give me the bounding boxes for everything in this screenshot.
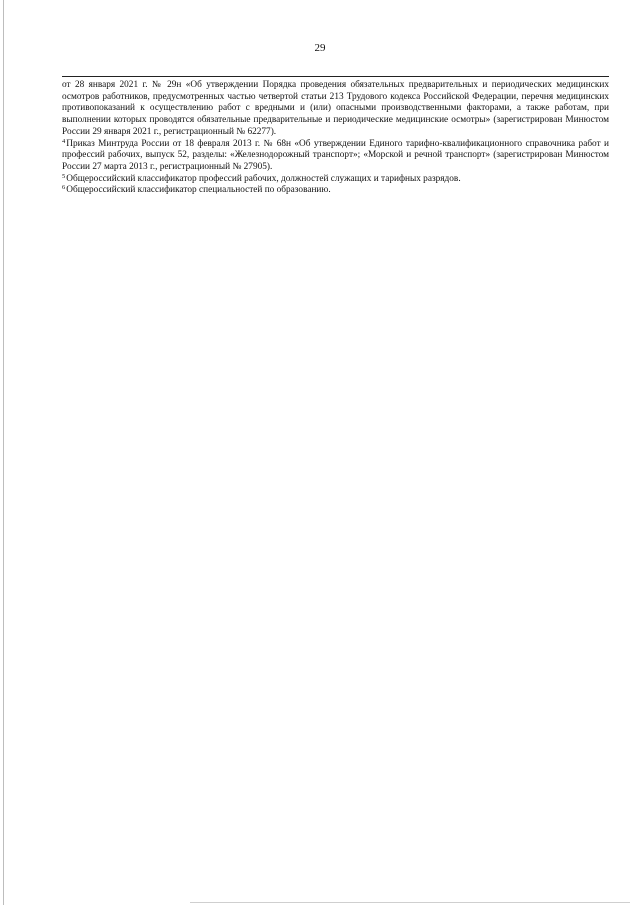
- footnote-text: Общероссийский классификатор профессий рабочих, должностей служащих и тарифных разрядов.: [66, 173, 461, 184]
- footnote-6: [62, 185, 609, 197]
- footnote-text: Общероссийский классификатор специальностей по образованию.: [66, 185, 331, 196]
- page-number: 29: [314, 42, 326, 54]
- footnotes: [62, 80, 609, 197]
- footnote-marker: 6: [62, 184, 66, 192]
- footnote-5: [62, 174, 609, 186]
- footnote-text: Приказ Минтруда России от 18 февраля 2013 г. № 68н «Об утверждении Единого тарифно-квалификационного справочника работ и профессий рабочих, выпуск 52, разделы: «Железнодорожный транспорт»; «Морской и речной транспорт» (зарегистрирован Минюстом России 27 марта 2013 г., регистрационный № 27905).: [62, 138, 609, 172]
- footnote-text: от 28 января 2021 г. № 29н «Об утверждении Порядка проведения обязательных предварительных и периодических медицинских осмотров работников, предусмотренных частью четвертой статьи 213 Трудового кодекса Российской Федерации, перечня медицинских противопоказаний к осуществлению работ с вредными и (или) опасными производственными факторами, а также работам, при выполнении которых проводятся обязательные предварительные и периодические медицинские осмотры» (зарегистрирован Минюстом России 29 января 2021 г., регистрационный № 62277).: [62, 80, 609, 137]
- footnote-separator: [62, 76, 609, 77]
- scan-edge-bottom: [190, 902, 630, 903]
- footnote-4: [62, 139, 609, 174]
- footnote-marker: 5: [62, 172, 66, 180]
- footnote-continued: [62, 80, 609, 139]
- footnote-marker: 4: [62, 137, 66, 145]
- scan-edge-left: [3, 0, 4, 905]
